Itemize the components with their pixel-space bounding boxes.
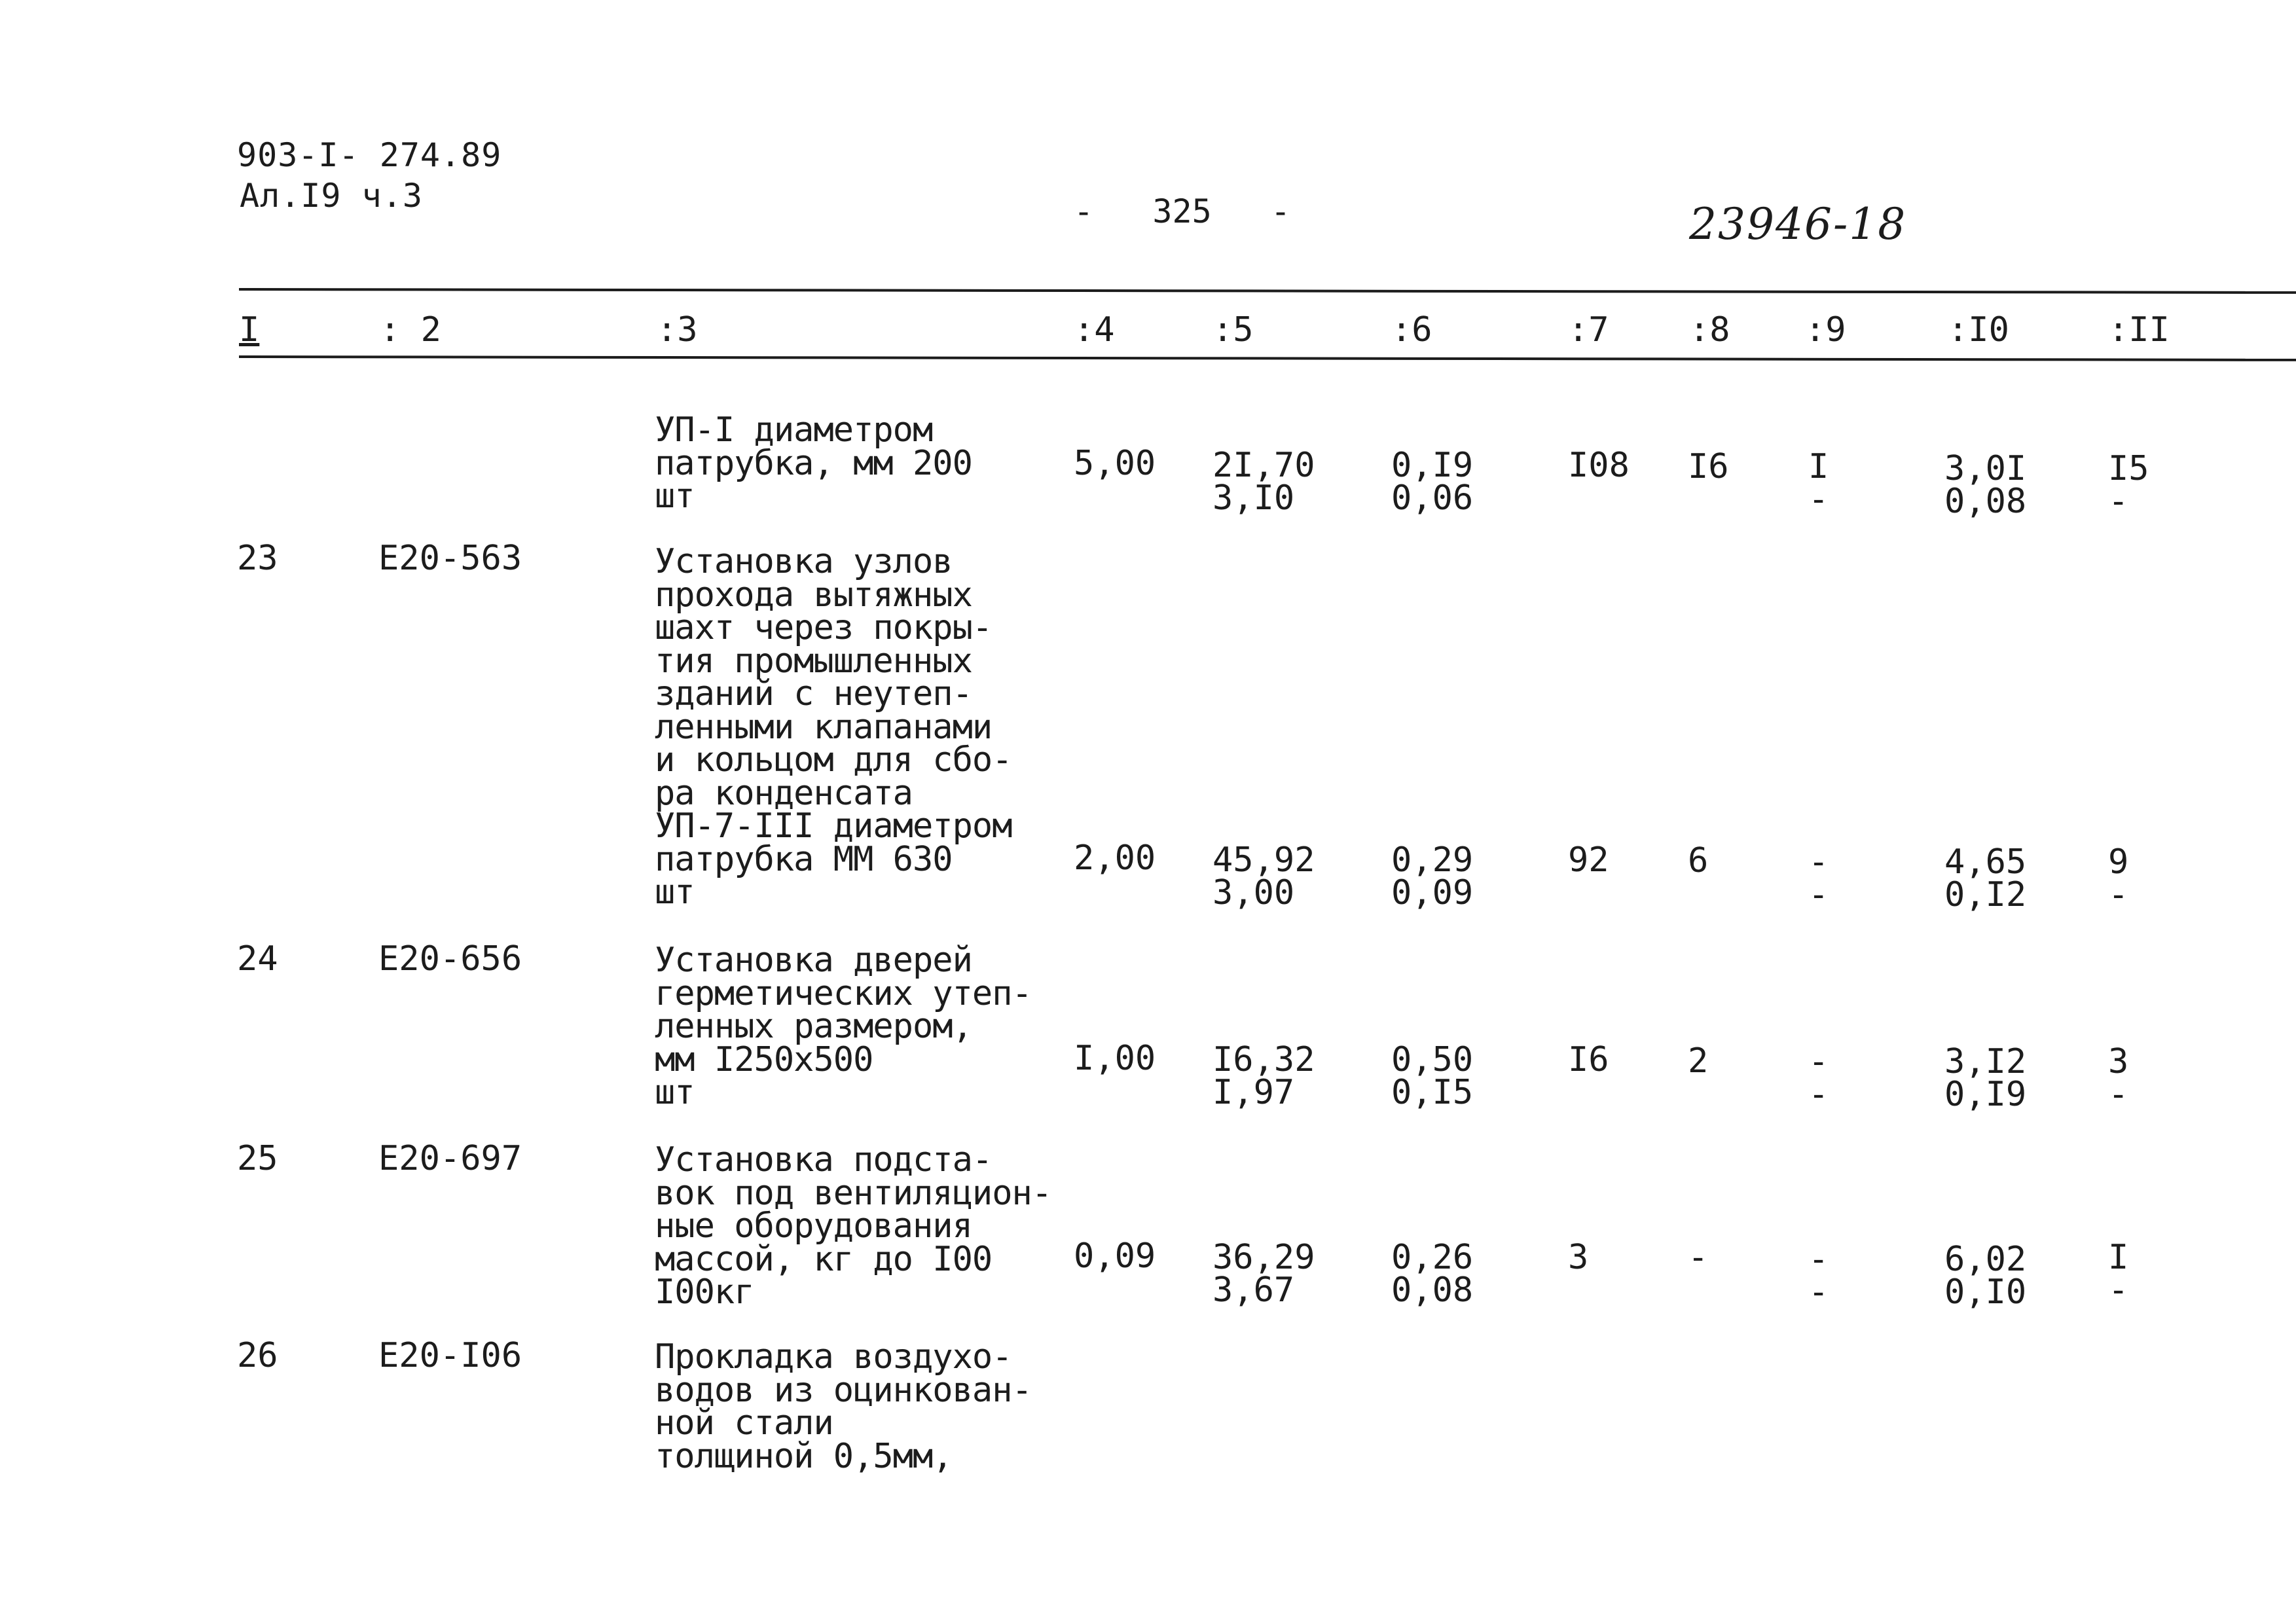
column-header-2: : 2 <box>380 310 441 350</box>
column-header-8: :8 <box>1689 310 1730 350</box>
column-header-1: I <box>239 310 260 350</box>
row-col-4: I,00 <box>1074 1039 1156 1078</box>
row-description: Установка узлов прохода вытяжных шахт через покры- тия промышленных зданий с неутеп- ленными клапанами и кольцом для сбо- ра конденсата УП-7-III диаметром патрубка ММ 630 шт <box>655 542 1012 912</box>
row-col-10: 3,0I 0,08 <box>1944 449 2027 521</box>
row-description: Прокладка воздухо- водов из оцинкован- ной стали толщиной 0,5мм, <box>655 1337 1032 1476</box>
table-header-rule <box>239 355 2296 361</box>
registration-number: 23946-18 <box>1689 199 1907 249</box>
row-number: 26 <box>237 1336 278 1375</box>
row-col-10: 4,65 0,I2 <box>1944 842 2027 914</box>
row-description: УП-I диаметром патрубка, мм 200 шт <box>655 410 972 516</box>
row-col-8: - <box>1688 1238 1709 1277</box>
row-col-9: - - <box>1808 842 1829 914</box>
row-col-10: 6,02 0,I0 <box>1944 1240 2027 1312</box>
column-header-9: :9 <box>1805 310 1846 350</box>
row-description: Установка дверей герметических утеп- ленных размером, мм I250х500 шт <box>655 941 1032 1112</box>
row-col-4: 2,00 <box>1074 839 1156 878</box>
column-header-4: :4 <box>1074 310 1115 350</box>
column-header-11: :II <box>2108 310 2170 350</box>
row-col-7: I08 <box>1568 446 1630 485</box>
row-col-8: 2 <box>1688 1041 1709 1081</box>
row-col-7: 3 <box>1568 1238 1589 1277</box>
row-col-6: 0,I9 0,06 <box>1391 446 1474 518</box>
row-col-6: 0,50 0,I5 <box>1391 1040 1474 1112</box>
document-album-part: Ал.I9 ч.3 <box>240 177 423 215</box>
row-col-6: 0,29 0,09 <box>1391 840 1474 912</box>
row-number: 23 <box>237 539 278 578</box>
row-col-7: I6 <box>1568 1040 1609 1079</box>
row-col-8: 6 <box>1688 841 1709 880</box>
row-col-11: I5 - <box>2108 449 2149 521</box>
row-code: Е20-I06 <box>378 1336 522 1375</box>
row-col-11: 3 - <box>2108 1042 2129 1114</box>
row-col-10: 3,I2 0,I9 <box>1944 1042 2027 1114</box>
column-header-6: :6 <box>1391 310 1432 350</box>
column-header-5: :5 <box>1212 310 1254 350</box>
row-col-8: I6 <box>1688 447 1729 486</box>
row-code: Е20-563 <box>378 539 522 578</box>
column-header-10: :I0 <box>1948 310 2009 350</box>
document-code: 903-I- 274.89 <box>237 136 502 174</box>
row-number: 24 <box>237 939 278 979</box>
row-col-5: I6,32 I,97 <box>1212 1040 1315 1112</box>
row-col-7: 92 <box>1568 840 1609 880</box>
row-col-9: - - <box>1808 1042 1829 1114</box>
row-col-4: 5,00 <box>1074 444 1156 483</box>
row-col-5: 45,92 3,00 <box>1212 840 1315 912</box>
row-col-11: 9 - <box>2108 842 2129 914</box>
row-code: Е20-697 <box>378 1139 522 1178</box>
row-col-5: 2I,70 3,I0 <box>1212 446 1315 518</box>
page-number: - 325 - <box>1074 192 1291 230</box>
row-col-11: I - <box>2108 1238 2129 1310</box>
row-col-9: I - <box>1808 447 1829 519</box>
row-code: Е20-656 <box>378 939 522 979</box>
row-col-5: 36,29 3,67 <box>1212 1238 1315 1310</box>
row-description: Установка подста- вок под вентиляцион- ные оборудования массой, кг до I00 I00кг <box>655 1140 1052 1312</box>
row-col-4: 0,09 <box>1074 1236 1156 1276</box>
row-col-9: - - <box>1808 1240 1829 1312</box>
table-top-rule <box>239 288 2296 294</box>
row-col-6: 0,26 0,08 <box>1391 1238 1474 1310</box>
column-header-7: :7 <box>1568 310 1609 350</box>
row-number: 25 <box>237 1139 278 1178</box>
column-header-3: :3 <box>657 310 698 350</box>
